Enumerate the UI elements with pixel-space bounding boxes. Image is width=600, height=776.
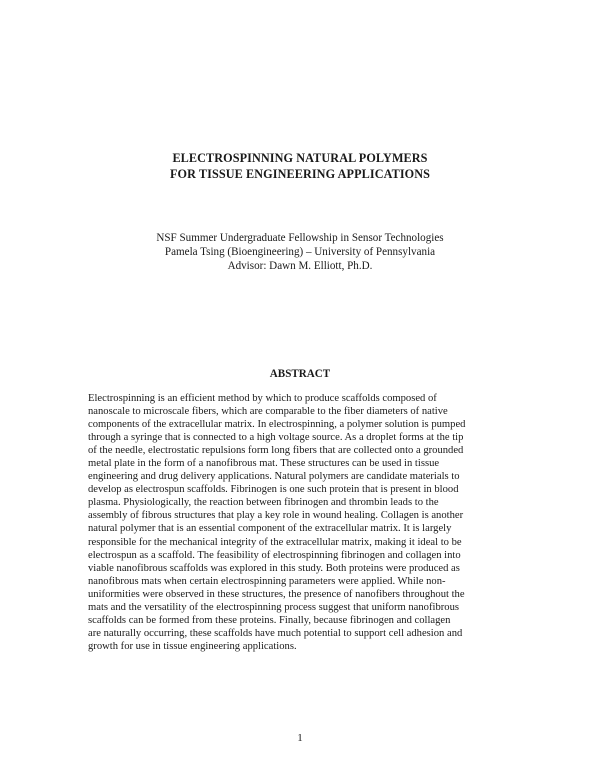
abstract-line: components of the extracellular matrix. In electrospinning, a polymer solution is pumped: [88, 419, 466, 431]
abstract-line: scaffolds can be formed from these proteins. Finally, because fibrinogen and collagen: [88, 614, 451, 626]
abstract-line: are naturally occurring, these scaffolds have much potential to support cell adhesion and: [88, 627, 463, 639]
abstract-line: viable nanofibrous scaffolds was explored in this study. Both proteins were produced as: [88, 562, 460, 574]
abstract-line: Electrospinning is an efficient method by which to produce scaffolds composed of: [88, 393, 437, 404]
page-number: 1: [297, 732, 303, 744]
title-line-2: FOR TISSUE ENGINEERING APPLICATIONS: [169, 166, 431, 181]
paper-title: [0, 151, 600, 182]
abstract-line: uniformities were observed in these structures, the presence of nanofibers throughout the: [88, 588, 465, 600]
abstract-line: through a syringe that is connected to a high voltage source. As a droplet forms at the tip: [88, 432, 464, 444]
affiliation-block: [0, 231, 600, 274]
author-line: Pamela Tsing (Bioengineering) – University of Pennsylvania: [164, 246, 436, 259]
abstract-line: electrospun as a scaffold. The feasibility of electrospinning fibrinogen and collagen into: [88, 549, 461, 561]
abstract-line: of the needle, electrostatic repulsions form long fibers that are collected onto a grounded: [88, 445, 464, 457]
abstract-line: develop as electrospun scaffolds. Fibrinogen is one such protein that is present in blood: [88, 484, 459, 496]
abstract-line: nanoscale to microscale fibers, which are comparable to the fiber diameters of native: [88, 406, 448, 418]
title-line-1: ELECTROSPINNING NATURAL POLYMERS: [172, 151, 428, 165]
abstract-body: [88, 392, 516, 653]
abstract-line: responsible for the mechanical integrity of the extracellular matrix, making it ideal to be: [88, 536, 462, 548]
abstract-heading: ABSTRACT: [269, 368, 331, 380]
abstract-line: nanofibrous mats when certain electrospinning parameters were applied. While non-: [88, 575, 446, 587]
abstract-line: natural polymer that is an essential component of the extracellular matrix. It is largely: [88, 523, 452, 535]
abstract-line: mats and the versatility of the electrospinning process suggest that uniform nanofibrous: [88, 601, 459, 613]
abstract-line: engineering and drug delivery applications. Natural polymers are candidate materials to: [88, 471, 460, 483]
abstract-line: metal plate in the form of a nanofibrous mat. These structures can be used in tissue: [88, 458, 440, 470]
fellowship-line: NSF Summer Undergraduate Fellowship in Sensor Technologies: [156, 232, 444, 244]
abstract-line: assembly of fibrous structures that play a key role in wound healing. Collagen is another: [88, 510, 464, 522]
abstract-line: plasma. Physiologically, the reaction between fibrinogen and thrombin leads to the: [88, 497, 439, 509]
advisor-line: Advisor: Dawn M. Elliott, Ph.D.: [227, 260, 373, 273]
abstract-line: growth for use in tissue engineering applications.: [88, 640, 297, 652]
